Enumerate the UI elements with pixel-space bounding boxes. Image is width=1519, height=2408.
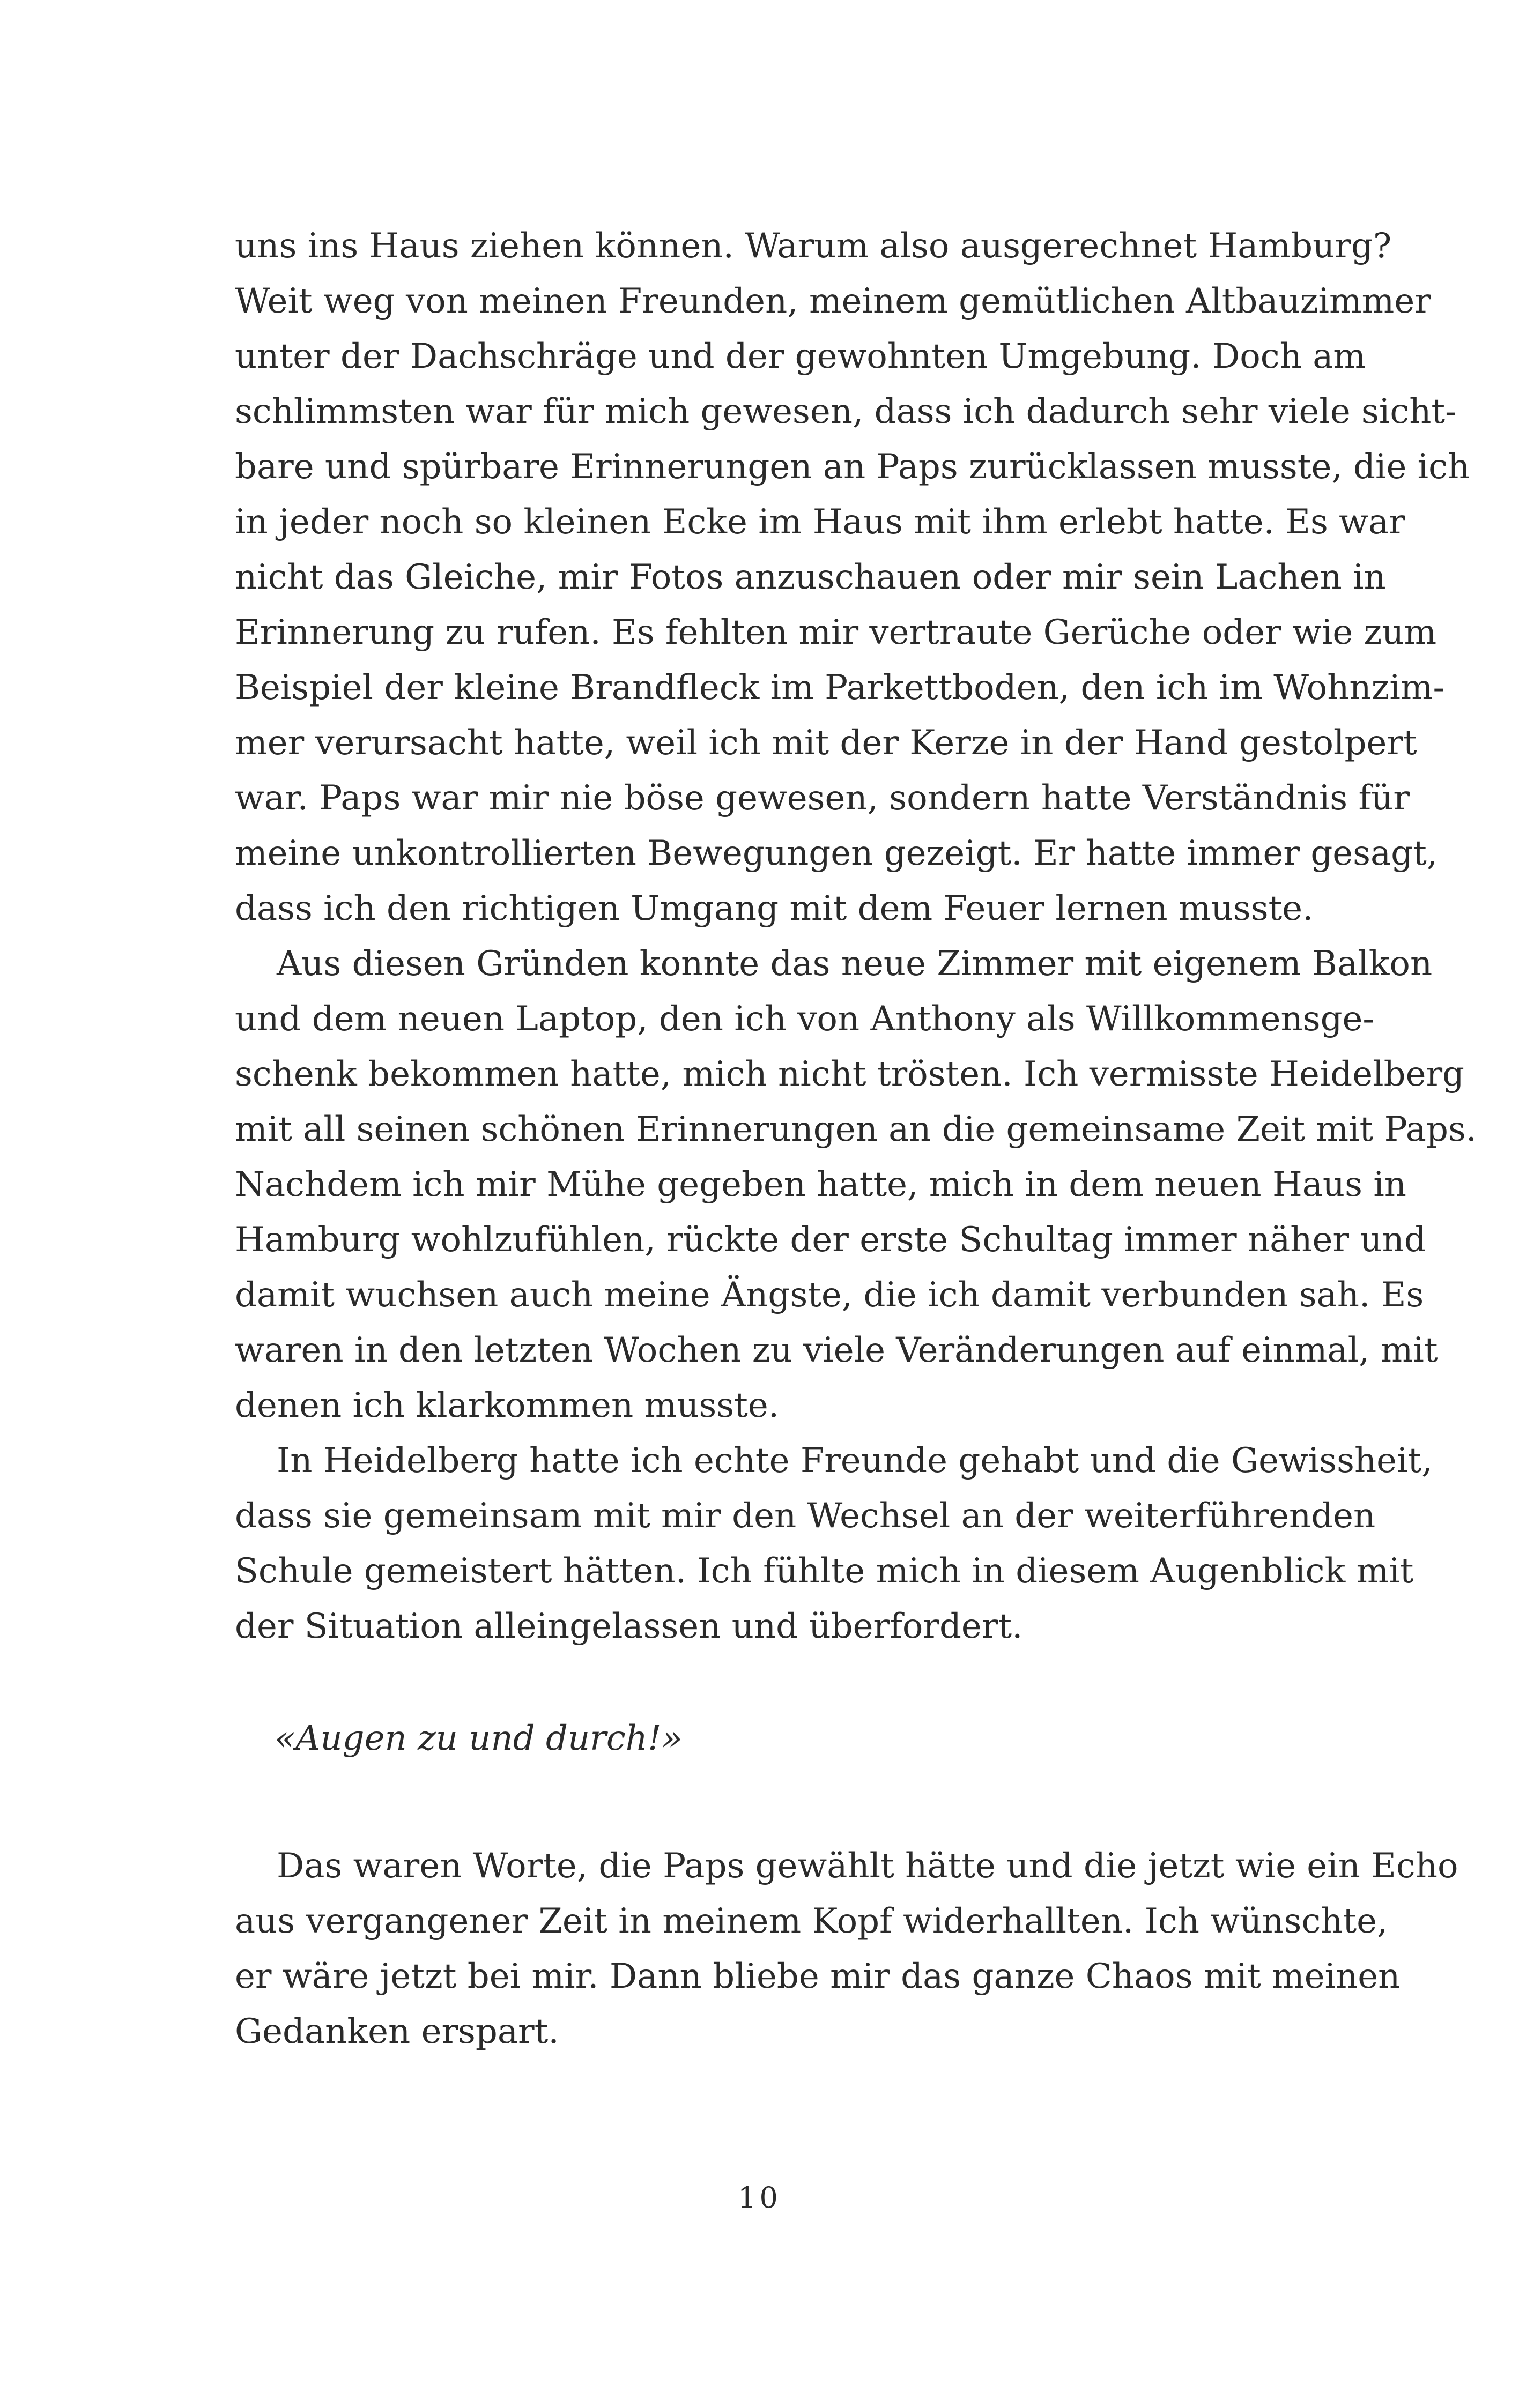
body-text xyxy=(235,219,1477,1654)
text-line: schenk bekommen hatte, mich nicht trösten. Ich vermisste Heidelberg xyxy=(235,1054,1464,1094)
text-line: damit wuchsen auch meine Ängste, die ich damit verbunden sah. Es xyxy=(235,1275,1424,1315)
text-line: Beispiel der kleine Brandfleck im Parkettboden, den ich im Wohnzim- xyxy=(235,668,1445,708)
text-line: Erinnerung zu rufen. Es fehlten mir vertraute Gerüche oder wie zum xyxy=(235,613,1437,652)
paragraph-1 xyxy=(235,219,1470,937)
page-number: 10 xyxy=(738,2181,781,2214)
text-line: dass ich den richtigen Umgang mit dem Feuer lernen musste. xyxy=(235,889,1314,928)
text-line: uns ins Haus ziehen können. Warum also ausgerechnet Hamburg? xyxy=(235,226,1392,266)
text-line: Weit weg von meinen Freunden, meinem gemütlichen Altbauzimmer xyxy=(235,281,1431,321)
text-line: schlimmsten war für mich gewesen, dass ich dadurch sehr viele sicht- xyxy=(235,392,1457,432)
text-line: bare und spürbare Erinnerungen an Paps zurücklassen musste, die ich xyxy=(235,447,1470,487)
text-line: unter der Dachschräge und der gewohnten Umgebung. Doch am xyxy=(235,337,1366,376)
text-line: er wäre jetzt bei mir. Dann bliebe mir das ganze Chaos mit meinen xyxy=(235,1957,1401,1996)
text-line: nicht das Gleiche, mir Fotos anzuschauen oder mir sein Lachen in xyxy=(235,558,1386,597)
text-line: Das waren Worte, die Paps gewählt hätte und die jetzt wie ein Echo xyxy=(277,1846,1458,1886)
paragraph-2 xyxy=(235,937,1477,1433)
text-line: und dem neuen Laptop, den ich von Anthony als Willkommensge- xyxy=(235,999,1375,1039)
text-line: mer verursacht hatte, weil ich mit der Kerze in der Hand gestolpert xyxy=(235,723,1417,763)
text-line: mit all seinen schönen Erinnerungen an die gemeinsame Zeit mit Paps. xyxy=(235,1110,1477,1149)
text-line: denen ich klarkommen musste. xyxy=(235,1386,780,1425)
paragraph-3 xyxy=(235,1433,1433,1654)
text-line: aus vergangener Zeit in meinem Kopf widerhallten. Ich wünschte, xyxy=(235,1901,1388,1941)
text-line: waren in den letzten Wochen zu viele Veränderungen auf einmal, mit xyxy=(235,1331,1438,1370)
text-line: meine unkontrollierten Bewegungen gezeigt. Er hatte immer gesagt, xyxy=(235,834,1438,873)
text-line: Schule gemeistert hätten. Ich fühlte mich in diesem Augenblick mit xyxy=(235,1551,1414,1591)
text-line: in jeder noch so kleinen Ecke im Haus mit ihm erlebt hatte. Es war xyxy=(235,502,1405,542)
text-line: Gedanken erspart. xyxy=(235,2012,559,2052)
text-line: der Situation alleingelassen und überfordert. xyxy=(235,1607,1023,1646)
paragraph-4 xyxy=(235,1839,1458,2060)
text-line: Hamburg wohlzufühlen, rückte der erste Schultag immer näher und xyxy=(235,1220,1426,1260)
text-line: war. Paps war mir nie böse gewesen, sondern hatte Verständnis für xyxy=(235,778,1410,818)
italic-quote: «Augen zu und durch!» xyxy=(275,1719,683,1758)
text-line: dass sie gemeinsam mit mir den Wechsel an der weiterführenden xyxy=(235,1496,1376,1536)
text-line: Aus diesen Gründen konnte das neue Zimmer mit eigenem Balkon xyxy=(277,944,1433,984)
text-line: In Heidelberg hatte ich echte Freunde gehabt und die Gewissheit, xyxy=(277,1441,1433,1481)
text-line: Nachdem ich mir Mühe gegeben hatte, mich in dem neuen Haus in xyxy=(235,1165,1406,1205)
